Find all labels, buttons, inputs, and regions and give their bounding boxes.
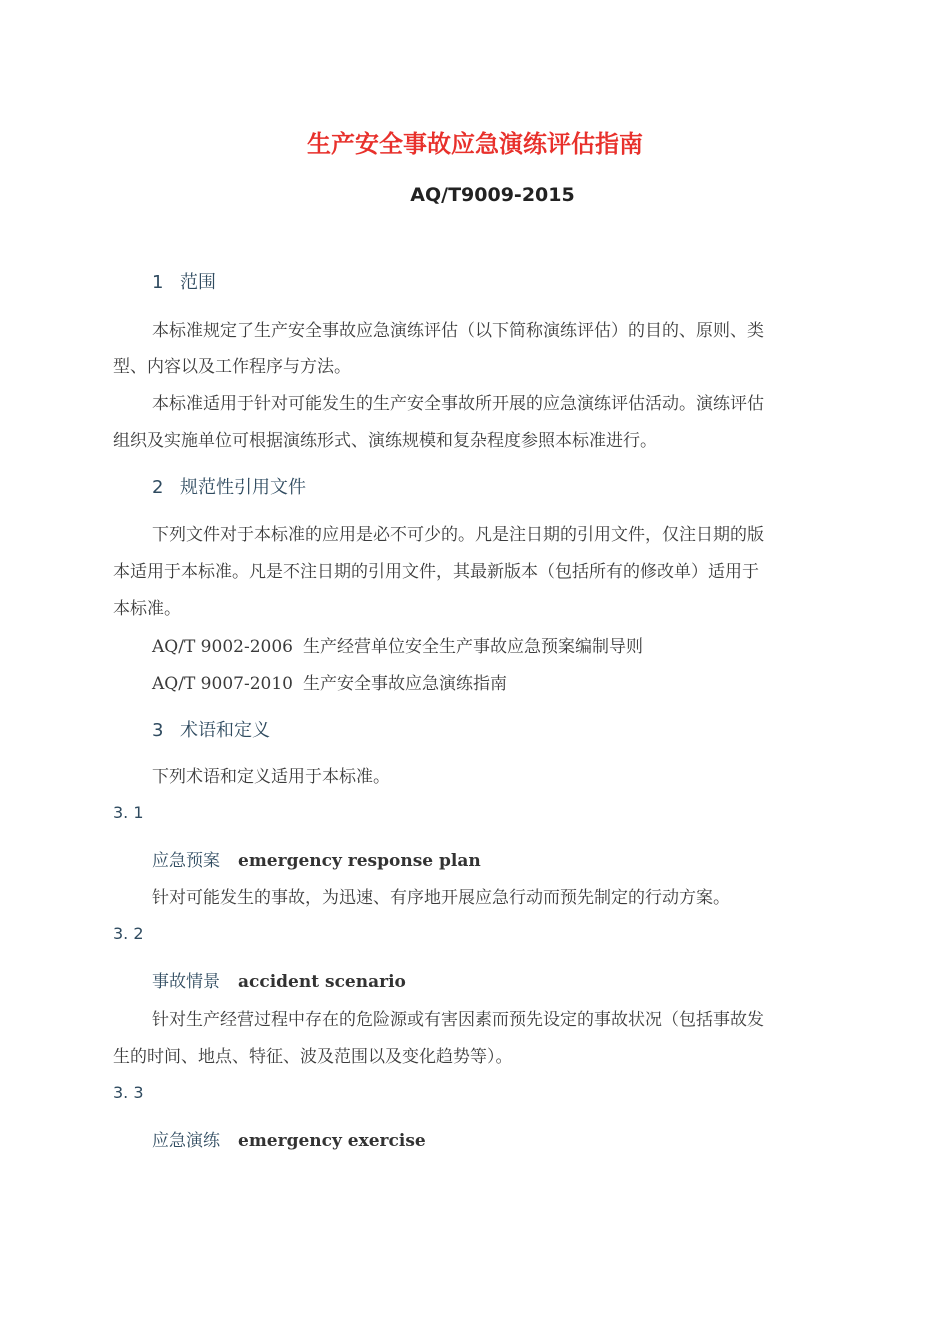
reference-item <box>152 672 507 696</box>
document-title: 生产安全事故应急演练评估指南 <box>307 130 643 158</box>
section-heading-scope <box>152 271 216 295</box>
section-title: 规范性引用文件 <box>180 477 306 498</box>
paragraph-line: 本标准。 <box>113 599 181 619</box>
term-heading <box>152 1129 426 1153</box>
paragraph-line: 组织及实施单位可根据演练形式、演练规模和复杂程度参照本标准进行。 <box>113 431 657 451</box>
term-definition-line: 针对生产经营过程中存在的危险源或有害因素而预先设定的事故状况（包括事故发 <box>152 1010 764 1030</box>
term-number: 3. 2 <box>113 924 144 943</box>
section-heading-terms-definitions <box>152 719 270 743</box>
standard-code: AQ/T9009-2015 <box>410 184 575 206</box>
term-chinese: 事故情景 <box>152 972 220 992</box>
paragraph-line: 型、内容以及工作程序与方法。 <box>113 357 351 377</box>
section-heading-normative-references <box>152 476 306 500</box>
paragraph-line: 本标准适用于针对可能发生的生产安全事故所开展的应急演练评估活动。演练评估 <box>152 394 764 414</box>
paragraph-line: 下列文件对于本标准的应用是必不可少的。凡是注日期的引用文件，仅注日期的版 <box>152 525 764 545</box>
term-english: emergency response plan <box>238 851 481 871</box>
paragraph-line: 本适用于本标准。凡是不注日期的引用文件，其最新版本（包括所有的修改单）适用于 <box>113 562 759 582</box>
term-chinese: 应急预案 <box>152 851 220 871</box>
section-title: 范围 <box>180 272 216 293</box>
section-title: 术语和定义 <box>180 720 270 741</box>
term-number: 3. 3 <box>113 1083 144 1102</box>
reference-item <box>152 635 643 659</box>
reference-title: 生产安全事故应急演练指南 <box>303 674 507 694</box>
paragraph-line: 本标准规定了生产安全事故应急演练评估（以下简称演练评估）的目的、原则、类 <box>152 321 764 341</box>
term-heading <box>152 849 481 873</box>
term-definition-line: 生的时间、地点、特征、波及范围以及变化趋势等）。 <box>113 1047 513 1067</box>
term-chinese: 应急演练 <box>152 1131 220 1151</box>
paragraph-line: 下列术语和定义适用于本标准。 <box>152 767 390 787</box>
section-number: 1 <box>152 272 164 293</box>
reference-code: AQ/T 9002-2006 <box>152 637 293 657</box>
term-number: 3. 1 <box>113 803 144 822</box>
section-number: 2 <box>152 477 164 498</box>
term-english: accident scenario <box>238 972 406 992</box>
term-heading <box>152 970 406 994</box>
section-number: 3 <box>152 720 164 741</box>
reference-code: AQ/T 9007-2010 <box>152 674 293 694</box>
term-definition-line: 针对可能发生的事故，为迅速、有序地开展应急行动而预先制定的行动方案。 <box>152 888 730 908</box>
term-english: emergency exercise <box>238 1131 426 1151</box>
reference-title: 生产经营单位安全生产事故应急预案编制导则 <box>303 637 643 657</box>
